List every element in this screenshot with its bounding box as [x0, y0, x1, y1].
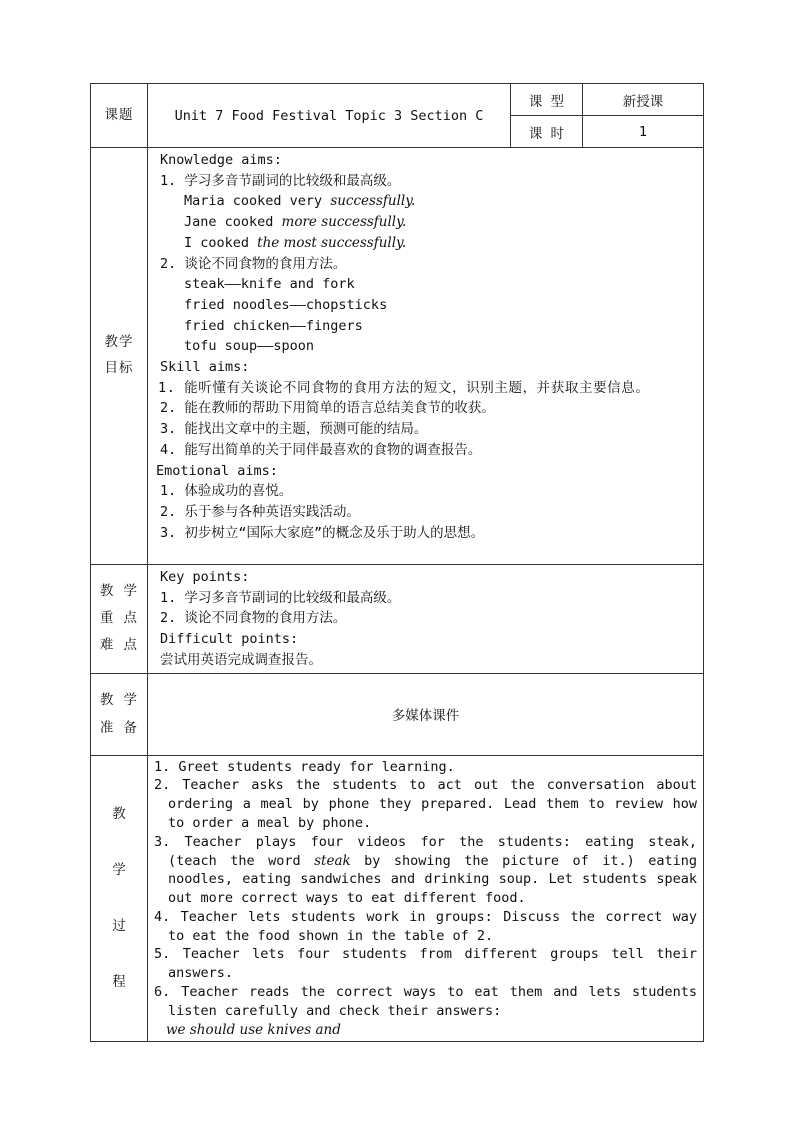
- class-hours-value: 1: [583, 116, 704, 148]
- process-label: [91, 755, 148, 1042]
- keypoints-label-line-1: 教 学: [99, 583, 139, 600]
- keypoints-label-line-2: 重 点: [99, 610, 139, 627]
- process-label-char-4: 程: [112, 974, 126, 991]
- process-step-4: 4. Teacher lets students work in groups: Discuss the correct way to eat the food shown in the table of 2.: [154, 908, 697, 944]
- process-step-6: 6. Teacher reads the correct ways to eat them and lets students listen carefully and check their answers:: [154, 984, 697, 1019]
- skill-item-2: 2. 能在教师的帮助下用简单的语言总结美食节的收获。: [160, 400, 495, 417]
- lesson-plan-table: [90, 83, 704, 1042]
- process-label-char-2: 学: [112, 862, 126, 879]
- skill-item-3: 3. 能找出文章中的主题，预测可能的结局。: [160, 421, 428, 438]
- process-label-char-1: 教: [112, 806, 126, 823]
- aims-content: [148, 148, 704, 565]
- skill-item-4: 4. 能写出简单的关于同伴最喜欢的食物的调查报告。: [160, 441, 482, 458]
- food-utensil-1: steak——knife and fork: [184, 276, 355, 293]
- keypoints-label: [91, 565, 148, 674]
- process-label-char-3: 过: [112, 918, 126, 935]
- skill-item-1: 1. 能听懂有关谈论不同食物的食用方法的短文，识别主题，并获取主要信息。: [158, 379, 650, 396]
- example-sentence-3: I cooked the most successfully.: [184, 234, 407, 251]
- key-points-heading: Key points:: [160, 569, 250, 585]
- keypoints-label-line-3: 难 点: [99, 637, 139, 654]
- example-sentence-1: Maria cooked very successfully.: [184, 193, 416, 210]
- process-step-1: 1. Greet students ready for learning.: [154, 758, 455, 775]
- process-step-5: 5. Teacher lets four students from different groups tell their answers.: [154, 946, 697, 982]
- skill-heading: Skill aims:: [160, 359, 250, 376]
- aims-label-line-1: 教学: [104, 334, 134, 351]
- class-hours-label: 课 时: [511, 116, 583, 148]
- lesson-type-value: 新授课: [583, 84, 704, 116]
- process-step-7: we should use knives and: [166, 1021, 341, 1038]
- preparation-label: [91, 673, 148, 755]
- food-utensil-4: tofu soup——spoon: [184, 338, 315, 355]
- difficult-point-1: 尝试用英语完成调查报告。: [160, 651, 322, 668]
- process-content: [148, 755, 704, 1042]
- key-point-2: 2. 谈论不同食物的食用方法。: [160, 610, 347, 627]
- key-point-1: 1. 学习多音节副词的比较级和最高级。: [160, 589, 401, 606]
- preparation-value: 多媒体课件: [148, 673, 704, 755]
- preparation-label-line-1: 教 学: [99, 692, 139, 709]
- keypoints-content: [148, 565, 704, 674]
- knowledge-heading: Knowledge aims:: [160, 152, 282, 168]
- aims-label-line-2: 目标: [104, 360, 134, 376]
- process-step-3: 3. Teacher plays four videos for the students: eating steak, (teach the word steak by showing the picture of it.) eating noodles, eating sandwiches and drinking soup. Let students speak out more correct ways to eat different food.: [154, 833, 698, 907]
- process-step-2: 2. Teacher asks the students to act out the conversation about ordering a meal by phone they prepared. Lead them to review how to order a meal by phone.: [154, 777, 697, 831]
- lesson-type-label: 课 型: [511, 84, 583, 116]
- example-sentence-2: Jane cooked more successfully.: [184, 214, 407, 231]
- emotional-item-2: 2. 乐于参与各种英语实践活动。: [160, 503, 360, 520]
- emotional-item-1: 1. 体验成功的喜悦。: [160, 483, 293, 500]
- difficult-points-heading: Difficult points:: [160, 631, 299, 648]
- knowledge-item-2: 2. 谈论不同食物的食用方法。: [160, 255, 347, 272]
- knowledge-item-1: 1. 学习多音节副词的比较级和最高级。: [160, 172, 401, 189]
- food-utensil-3: fried chicken——fingers: [184, 317, 363, 334]
- aims-label: [91, 148, 148, 565]
- food-utensil-2: fried noodles——chopsticks: [184, 296, 388, 313]
- topic-title: Unit 7 Food Festival Topic 3 Section C: [148, 84, 511, 148]
- preparation-label-line-2: 准 备: [99, 720, 139, 737]
- emotional-heading: Emotional aims:: [156, 462, 278, 479]
- emotional-item-3: 3. 初步树立“国际大家庭”的概念及乐于助人的思想。: [160, 524, 485, 541]
- topic-label: 课题: [91, 84, 148, 148]
